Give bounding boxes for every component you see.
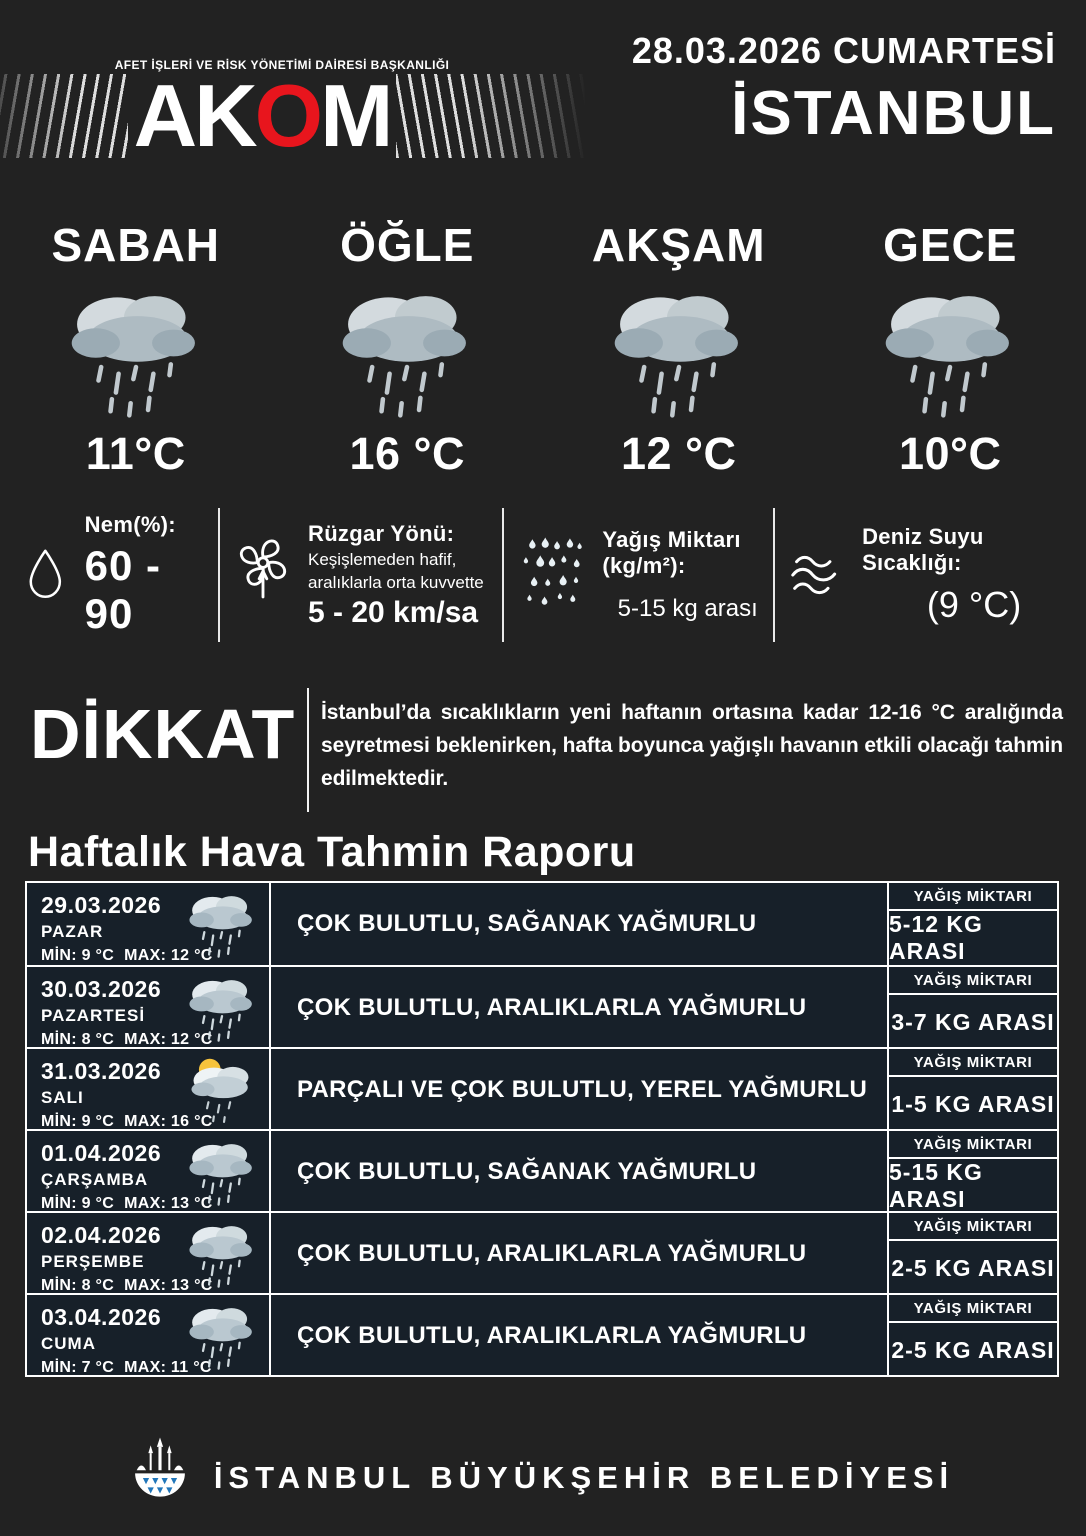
period-label: GECE — [883, 219, 1018, 271]
amount-header: YAĞIŞ MİKTARI — [889, 967, 1057, 995]
water-drop-icon — [24, 546, 67, 604]
amount-cell — [889, 1213, 1057, 1295]
akom-logo-row — [52, 66, 512, 166]
table-row — [27, 1047, 1057, 1129]
period-label: AKŞAM — [591, 219, 766, 271]
forecast-description: ÇOK BULUTLU, SAĞANAK YAĞMURLU — [269, 1131, 889, 1213]
period-aksam — [543, 218, 815, 480]
row-min: MİN: 8 °C — [41, 1277, 115, 1294]
amount-cell — [889, 1049, 1057, 1131]
row-day: SALI — [41, 1088, 84, 1107]
sea-waves-icon — [789, 551, 846, 599]
akom-letters-ak: AK — [133, 66, 255, 166]
period-temp: 16 °C — [349, 428, 466, 479]
row-day: PAZAR — [41, 922, 104, 941]
weekly-report-title: Haftalık Hava Tahmin Raporu — [28, 828, 636, 876]
row-max: MAX: 12 °C — [124, 947, 213, 964]
day-periods — [0, 218, 1086, 480]
sea-texts — [862, 524, 1086, 626]
amount-header: YAĞIŞ MİKTARI — [889, 883, 1057, 911]
humidity-label: Nem(%): — [84, 512, 176, 537]
amount-value: 2-5 KG ARASI — [891, 1254, 1055, 1281]
alert-title: DİKKAT — [30, 695, 296, 773]
day-cell — [27, 1131, 269, 1213]
amount-header: YAĞIŞ MİKTARI — [889, 1213, 1057, 1241]
rain-cloud-icon — [51, 276, 221, 426]
row-max: MAX: 13 °C — [124, 1277, 213, 1294]
precipitation-label: Yağış Miktarı (kg/m²): — [602, 527, 741, 578]
conditions-bar — [0, 500, 1086, 650]
wind-speed-value: 5 - 20 km/sa — [308, 595, 479, 629]
footer — [0, 1428, 1086, 1528]
amount-cell — [889, 1131, 1057, 1213]
amount-value: 5-12 KG ARASI — [889, 911, 983, 964]
city-name: İSTANBUL — [731, 79, 1056, 148]
alert-text: İstanbul’da sıcaklıkların yeni haftanın ortasına kadar 12-16 °C aralığında seyretmesi beklenirken, hafta boyunca yağışlı havanın etkili olacağı tahmin edilmektedir. — [321, 701, 1063, 790]
rain-cloud-icon — [179, 1134, 265, 1210]
sea-temp-value: (9 °C) — [926, 584, 1022, 625]
amount-header: YAĞIŞ MİKTARI — [889, 1049, 1057, 1077]
amount-value: 1-5 KG ARASI — [891, 1090, 1055, 1117]
row-date: 29.03.2026 — [41, 892, 162, 918]
rain-cloud-icon — [179, 1298, 265, 1374]
day-cell — [27, 1295, 269, 1377]
rain-cloud-icon — [179, 1216, 265, 1292]
wind-texts — [308, 521, 484, 630]
row-max: MAX: 13 °C — [124, 1195, 213, 1212]
logo-stripes-right — [396, 74, 586, 158]
rain-cloud-icon — [322, 276, 492, 426]
day-cell — [27, 1049, 269, 1131]
row-min: MİN: 8 °C — [41, 1031, 115, 1048]
table-row — [27, 1211, 1057, 1293]
table-row — [27, 1293, 1057, 1375]
humidity-value: 60 - 90 — [84, 542, 161, 637]
sea-temp-label: Deniz Suyu Sıcaklığı: — [862, 524, 984, 575]
amount-cell — [889, 967, 1057, 1049]
rain-cloud-icon — [594, 276, 764, 426]
amount-value: 2-5 KG ARASI — [891, 1336, 1055, 1363]
table-row — [27, 883, 1057, 965]
row-min: MİN: 9 °C — [41, 1195, 115, 1212]
rain-cloud-icon — [865, 276, 1035, 426]
rain-cloud-icon — [179, 886, 265, 962]
amount-cell — [889, 883, 1057, 965]
precipitation-texts — [602, 527, 773, 623]
period-temp: 11°C — [85, 428, 186, 479]
row-min: MİN: 9 °C — [41, 1113, 115, 1130]
day-cell — [27, 967, 269, 1049]
akom-logo-block — [52, 58, 512, 166]
precipitation-item — [502, 500, 773, 650]
row-date: 01.04.2026 — [41, 1140, 162, 1166]
akom-letter-o-red: O — [254, 66, 321, 166]
precipitation-value: 5-15 kg arası — [617, 595, 758, 622]
table-row — [27, 965, 1057, 1047]
department-title: AFET İŞLERİ VE RİSK YÖNETİMİ DAİRESİ BAŞKANLIĞI — [114, 58, 450, 72]
wind-item — [218, 500, 502, 650]
humidity-texts — [85, 512, 218, 638]
akom-letter-m: M — [320, 66, 391, 166]
ibb-municipality-logo-icon — [132, 1437, 188, 1519]
row-day: PERŞEMBE — [41, 1252, 145, 1271]
row-min: MİN: 7 °C — [41, 1359, 115, 1376]
forecast-description: PARÇALI VE ÇOK BULUTLU, YEREL YAĞMURLU — [269, 1049, 889, 1131]
row-date: 30.03.2026 — [41, 976, 162, 1002]
row-max: MAX: 16 °C — [124, 1113, 213, 1130]
report-date: 28.03.2026 CUMARTESİ — [631, 30, 1056, 71]
day-cell — [27, 883, 269, 965]
forecast-description: ÇOK BULUTLU, SAĞANAK YAĞMURLU — [269, 883, 889, 965]
row-min: MİN: 9 °C — [41, 947, 115, 964]
period-ogle — [272, 218, 544, 480]
wind-desc-line2: aralıklarla orta kuvvette — [308, 572, 484, 592]
day-cell — [27, 1213, 269, 1295]
amount-header: YAĞIŞ MİKTARI — [889, 1131, 1057, 1159]
amount-value: 5-15 KG ARASI — [889, 1159, 983, 1212]
forecast-description: ÇOK BULUTLU, ARALIKLARLA YAĞMURLU — [269, 967, 889, 1049]
date-city-block — [632, 30, 1056, 149]
humidity-item — [0, 500, 218, 650]
alert-separator — [307, 688, 309, 812]
pinwheel-icon — [232, 534, 294, 616]
period-label: ÖĞLE — [340, 219, 475, 271]
row-date: 31.03.2026 — [41, 1058, 162, 1084]
akom-wordmark — [133, 66, 391, 166]
row-date: 03.04.2026 — [41, 1304, 162, 1330]
divider — [218, 508, 220, 642]
logo-stripes-left — [0, 74, 128, 158]
raindrops-icon — [522, 527, 586, 623]
amount-cell — [889, 1295, 1057, 1377]
row-day: PAZARTESİ — [41, 1006, 146, 1025]
row-day: ÇARŞAMBA — [41, 1170, 149, 1189]
sun-rain-cloud-icon — [179, 1052, 265, 1128]
forecast-description: ÇOK BULUTLU, ARALIKLARLA YAĞMURLU — [269, 1295, 889, 1377]
period-temp: 10°C — [898, 428, 1002, 479]
row-date: 02.04.2026 — [41, 1222, 162, 1248]
weekly-forecast-table — [25, 881, 1059, 1377]
row-max: MAX: 12 °C — [124, 1031, 213, 1048]
forecast-description: ÇOK BULUTLU, ARALIKLARLA YAĞMURLU — [269, 1213, 889, 1295]
municipality-name: İSTANBUL BÜYÜKŞEHİR BELEDİYESİ — [213, 1460, 955, 1495]
table-row — [27, 1129, 1057, 1211]
period-label: SABAH — [51, 219, 221, 271]
divider — [773, 508, 775, 642]
wind-desc-line1: Keşişlemeden hafif, — [308, 549, 457, 569]
amount-value: 3-7 KG ARASI — [891, 1008, 1055, 1035]
period-gece — [815, 218, 1086, 480]
rain-cloud-icon — [179, 970, 265, 1046]
period-temp: 12 °C — [620, 428, 737, 479]
row-day: CUMA — [41, 1334, 96, 1353]
wind-label: Rüzgar Yönü: — [308, 520, 455, 546]
row-max: MAX: 11 °C — [124, 1359, 212, 1376]
sea-temp-item — [773, 500, 1086, 650]
amount-header: YAĞIŞ MİKTARI — [889, 1295, 1057, 1323]
period-sabah — [0, 218, 272, 480]
divider — [502, 508, 504, 642]
